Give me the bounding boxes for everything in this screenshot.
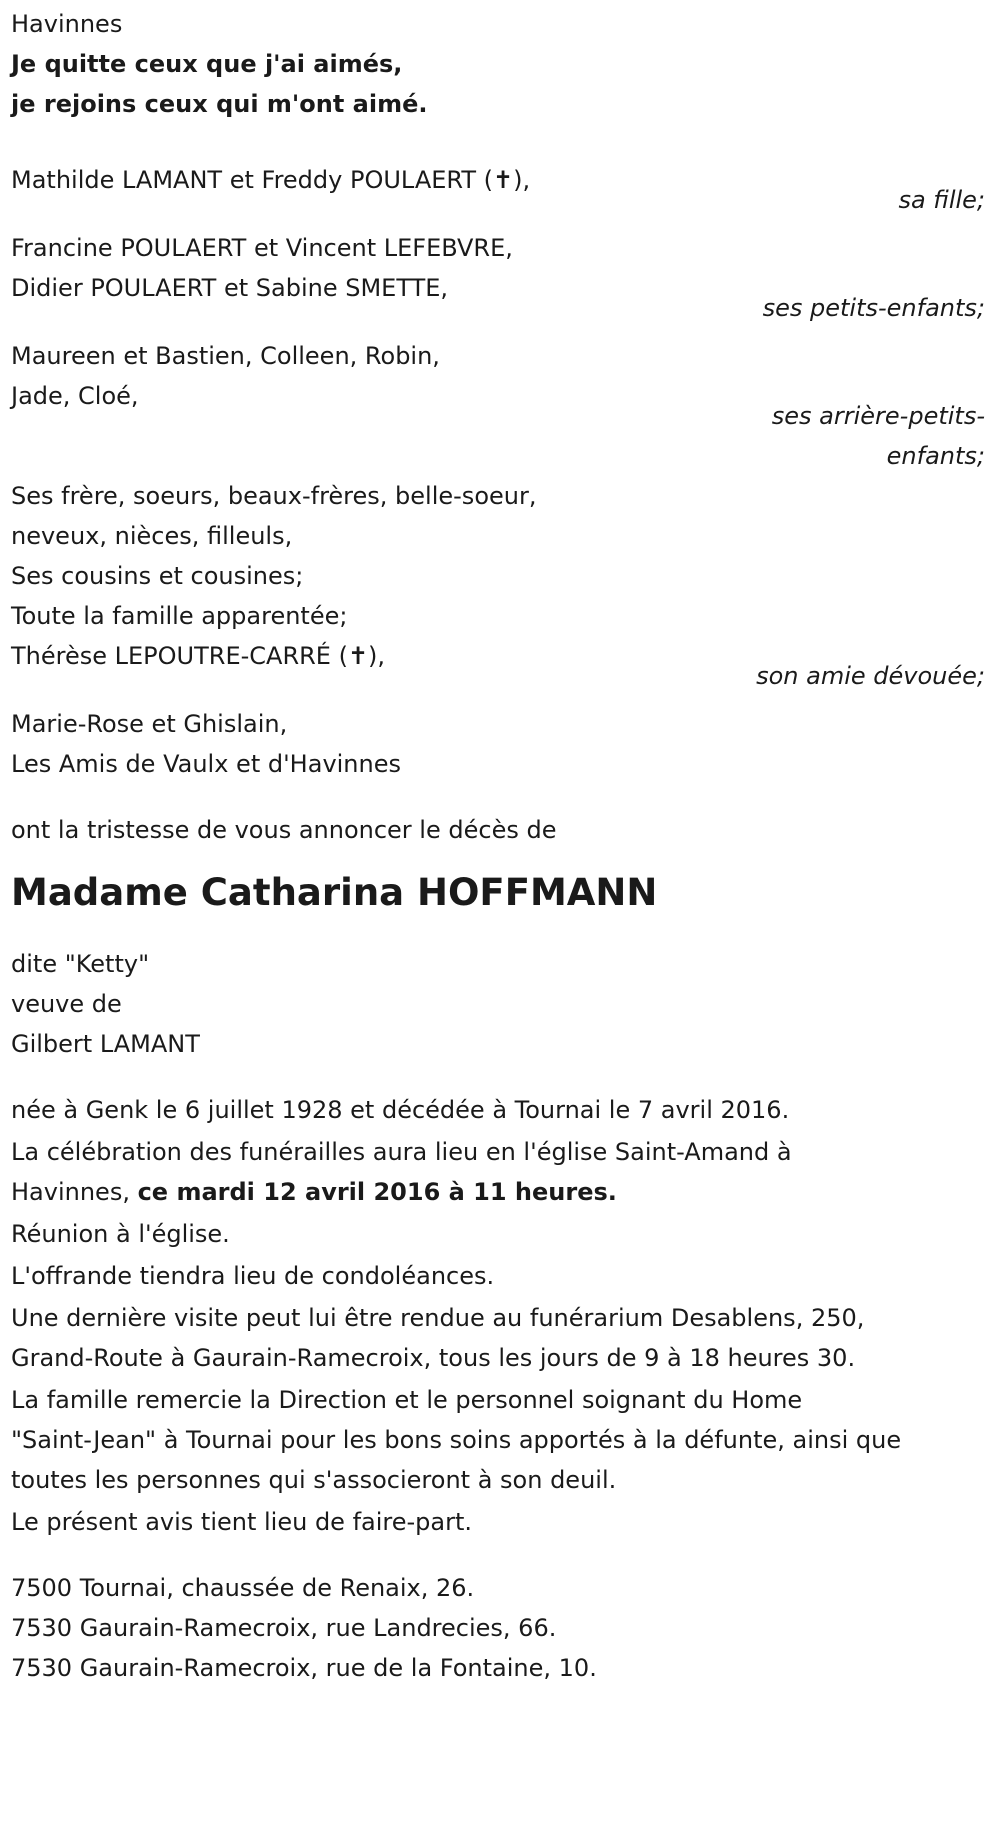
offering-info: L'offrande tiendra lieu de condoléances.: [11, 1262, 495, 1290]
ceremony-line-2: [11, 1172, 990, 1212]
siblings-line-2: neveux, nièces, filleuls,: [11, 522, 293, 550]
location-heading: Havinnes: [11, 10, 123, 38]
announcement-intro: ont la tristesse de vous annoncer le décès de: [11, 816, 557, 844]
visit-line-1: Une dernière visite peut lui être rendue au funérarium Desablens, 250,: [11, 1304, 865, 1332]
address-1: 7500 Tournai, chaussée de Renaix, 26.: [11, 1574, 475, 1602]
others-line-1: Marie-Rose et Ghislain,: [11, 710, 288, 738]
great-grandchildren-line-2: Jade, Cloé,: [11, 382, 139, 410]
siblings-line-1: Ses frère, soeurs, beaux-frères, belle-soeur,: [11, 482, 537, 510]
family-line: Toute la famille apparentée;: [11, 602, 348, 630]
thanks-line-1: La famille remercie la Direction et le personnel soignant du Home: [11, 1386, 803, 1414]
deceased-name: Madame Catharina HOFFMANN: [11, 871, 658, 914]
ceremony-date: ce mardi 12 avril 2016 à 11 heures.: [137, 1178, 617, 1206]
ceremony-line-1: La célébration des funérailles aura lieu en l'église Saint-Amand à: [11, 1138, 792, 1166]
friend-role: son amie dévouée;: [756, 662, 985, 690]
grandchildren-line-1: Francine POULAERT et Vincent LEFEBVRE,: [11, 234, 513, 262]
quote-line-1: Je quitte ceux que j'ai aimés,: [11, 50, 403, 78]
friend-line: Thérèse LEPOUTRE-CARRÉ (✝),: [11, 642, 386, 670]
nickname: dite "Ketty": [11, 950, 150, 978]
cousins-line: Ses cousins et cousines;: [11, 562, 304, 590]
others-line-2: Les Amis de Vaulx et d'Havinnes: [11, 750, 401, 778]
notice-text: Le présent avis tient lieu de faire-part.: [11, 1508, 473, 1536]
spouse-name: Gilbert LAMANT: [11, 1030, 200, 1058]
great-grandchildren-line-1: Maureen et Bastien, Colleen, Robin,: [11, 342, 440, 370]
grandchildren-role: ses petits-enfants;: [762, 294, 985, 322]
thanks-line-3: toutes les personnes qui s'associeront à son deuil.: [11, 1466, 617, 1494]
widow-of: veuve de: [11, 990, 122, 1018]
visit-line-2: Grand-Route à Gaurain-Ramecroix, tous les jours de 9 à 18 heures 30.: [11, 1344, 856, 1372]
meeting-info: Réunion à l'église.: [11, 1220, 230, 1248]
great-grandchildren-role-2: enfants;: [886, 442, 985, 470]
great-grandchildren-role-1: ses arrière-petits-: [771, 402, 985, 430]
daughter-line: Mathilde LAMANT et Freddy POULAERT (✝),: [11, 166, 531, 194]
thanks-line-2: "Saint-Jean" à Tournai pour les bons soins apportés à la défunte, ainsi que: [11, 1426, 902, 1454]
daughter-role: sa fille;: [898, 186, 985, 214]
grandchildren-line-2: Didier POULAERT et Sabine SMETTE,: [11, 274, 449, 302]
address-2: 7530 Gaurain-Ramecroix, rue Landrecies, 66.: [11, 1614, 557, 1642]
quote-line-2: je rejoins ceux qui m'ont aimé.: [11, 90, 428, 118]
address-3: 7530 Gaurain-Ramecroix, rue de la Fontaine, 10.: [11, 1654, 597, 1682]
birth-death: née à Genk le 6 juillet 1928 et décédée à Tournai le 7 avril 2016.: [11, 1096, 790, 1124]
ceremony-place: Havinnes,: [11, 1178, 138, 1206]
